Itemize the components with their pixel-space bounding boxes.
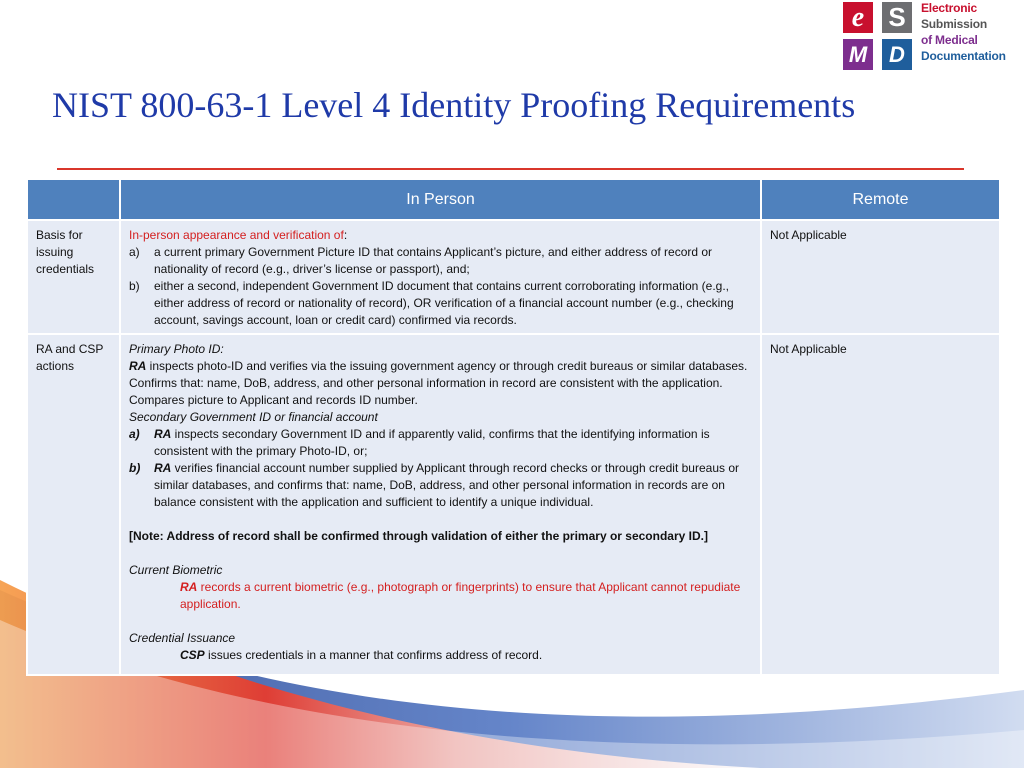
slide-title: NIST 800-63-1 Level 4 Identity Proofing Requirements xyxy=(52,85,856,125)
header-in-person: In Person xyxy=(120,179,761,220)
spacer xyxy=(129,511,752,528)
issuance-paragraph xyxy=(129,647,752,664)
list-marker: b) xyxy=(129,461,141,475)
spacer xyxy=(129,545,752,562)
logo-tile-m: M xyxy=(843,39,873,70)
logo-tile-d: D xyxy=(882,39,912,70)
header-remote: Remote xyxy=(761,179,1000,220)
primary-heading: Primary Photo ID: xyxy=(129,342,224,356)
note-text: [Note: Address of record shall be confirmed through validation of either the primary or secondary ID.] xyxy=(129,529,708,543)
logo-tile-s: S xyxy=(882,2,912,33)
item-text: inspects secondary Government ID and if apparently valid, confirms that the identifying information is consistent with the primary Photo-ID, or; xyxy=(154,427,710,458)
list-item xyxy=(129,244,752,278)
list-item xyxy=(129,278,752,329)
remote-cell: Not Applicable xyxy=(761,334,1000,675)
in-person-cell xyxy=(120,334,761,675)
actor-ra: RA xyxy=(154,427,172,441)
intro-text: In-person appearance and verification of xyxy=(129,228,344,242)
list-text: a current primary Government Picture ID that contains Applicant’s picture, and either address of record or nationality of record (e.g., driver’s license or passport), and; xyxy=(154,245,713,276)
remote-cell: Not Applicable xyxy=(761,220,1000,334)
biometric-text: records a current biometric (e.g., photograph or fingerprints) to ensure that Applicant cannot repudiate application. xyxy=(180,580,741,611)
biometric-heading: Current Biometric xyxy=(129,563,223,577)
table-row xyxy=(27,220,1000,334)
list-text: either a second, independent Government ID document that contains current corroborating information (e.g., either address of record or nationality of record), OR verification of a financial account number (e.g., checking account, savings account, loan or credit card) confirmed via records. xyxy=(154,279,734,327)
row-label: RA and CSP actions xyxy=(27,334,120,675)
list-marker: b) xyxy=(129,279,140,293)
title-divider xyxy=(57,168,964,170)
item-text: verifies financial account number supplied by Applicant through record checks or through credit bureaus or similar databases, and confirms that: name, DoB, address, and other personal information in records are on balance consistent with the application and sufficient to identify a unique individual. xyxy=(154,461,739,509)
secondary-heading: Secondary Government ID or financial account xyxy=(129,410,378,424)
row-label: Basis for issuing credentials xyxy=(27,220,120,334)
header-empty xyxy=(27,179,120,220)
biometric-paragraph xyxy=(129,579,752,613)
list-item xyxy=(129,426,752,460)
table-header-row xyxy=(27,179,1000,220)
logo-tile-e: e xyxy=(843,2,873,33)
intro-suffix: : xyxy=(343,228,348,242)
requirements-table-container xyxy=(26,178,999,676)
intro-line xyxy=(129,227,752,244)
requirements-table xyxy=(26,178,1001,676)
actor-ra: RA xyxy=(180,580,198,594)
logo-line: Electronic xyxy=(921,1,978,15)
actor-ra: RA xyxy=(129,359,147,373)
actor-csp: CSP xyxy=(180,648,205,662)
primary-text: inspects photo-ID and verifies via the issuing government agency or through credit bureaus or similar databases. Confirms that: name, DoB, address, and other personal information in record are consistent with the application. Compares picture to Applicant and records ID number. xyxy=(129,359,748,407)
issuance-heading: Credential Issuance xyxy=(129,631,236,645)
logo-line: of Medical xyxy=(921,33,978,47)
esmd-logo xyxy=(843,2,1019,72)
list-text xyxy=(154,426,752,460)
list-marker: a) xyxy=(129,245,140,259)
logo-line: Documentation xyxy=(921,49,1006,63)
issuance-text: issues credentials in a manner that confirms address of record. xyxy=(204,648,543,662)
table-row xyxy=(27,334,1000,675)
logo-wordmark xyxy=(921,0,1006,64)
logo-line: Submission xyxy=(921,17,988,31)
list-item xyxy=(129,460,752,511)
list-text xyxy=(154,460,752,511)
spacer xyxy=(129,664,752,670)
actor-ra: RA xyxy=(154,461,172,475)
list-marker: a) xyxy=(129,427,140,441)
spacer xyxy=(129,613,752,630)
in-person-cell xyxy=(120,220,761,334)
primary-paragraph xyxy=(129,358,752,409)
